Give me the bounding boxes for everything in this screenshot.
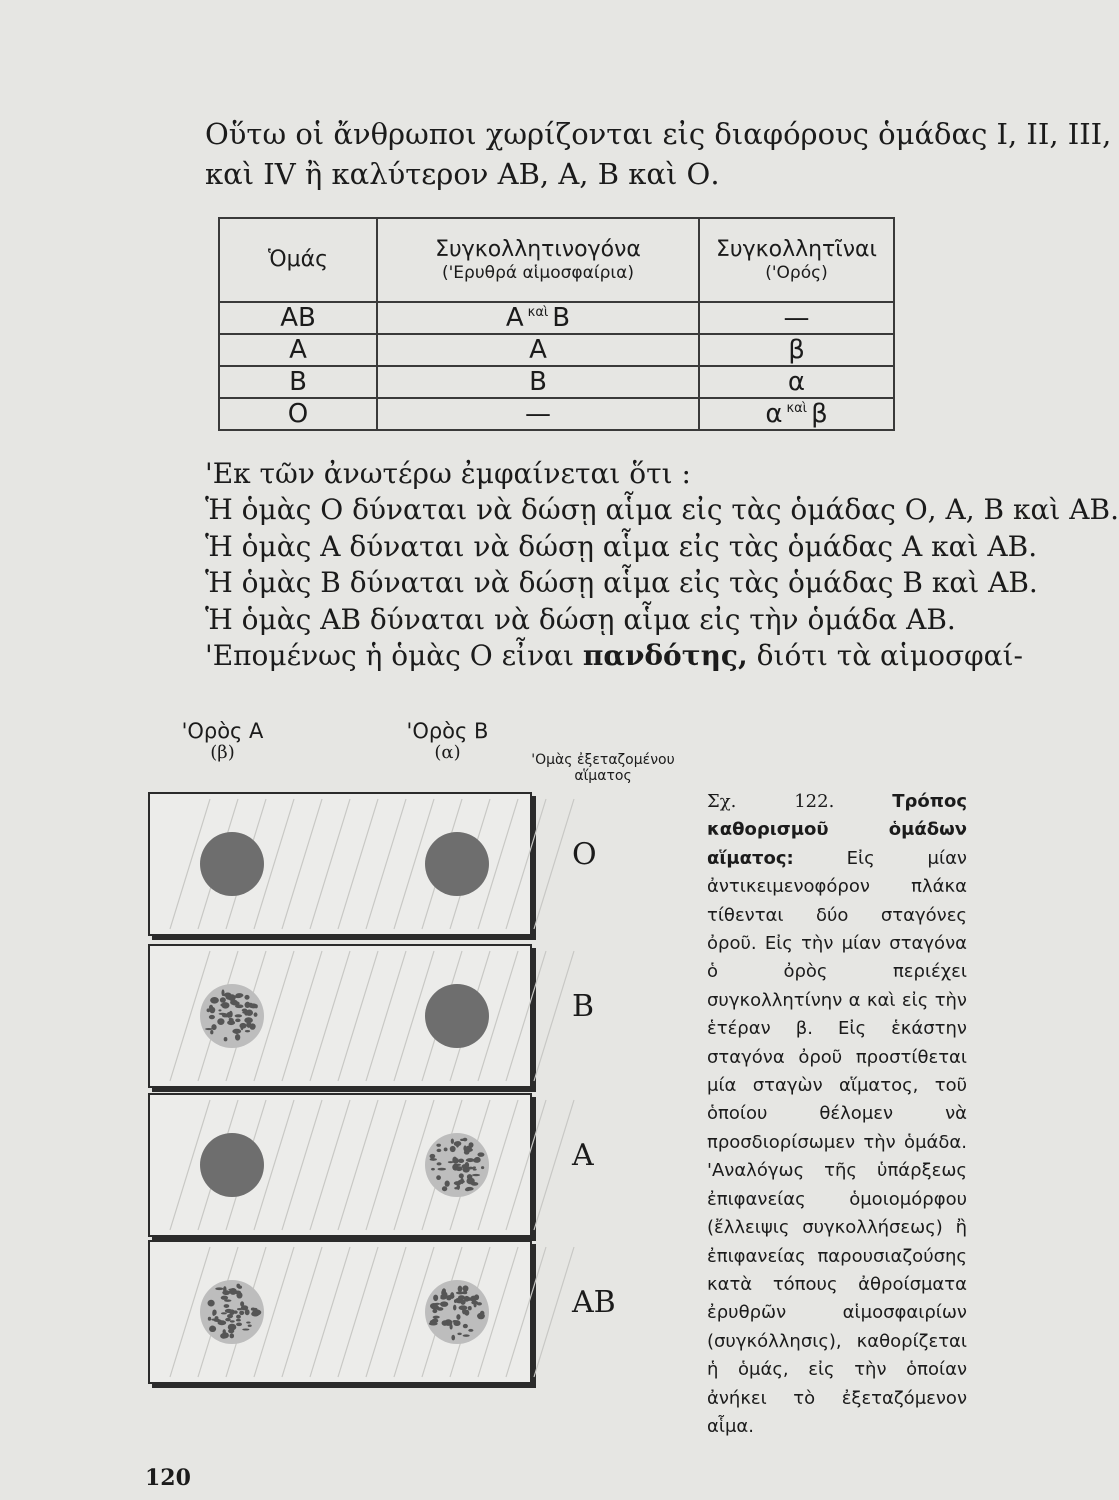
agglutination-clump: [244, 1017, 253, 1023]
agglutination-clump: [236, 1319, 241, 1322]
agglutination-clump: [210, 1030, 213, 1034]
agglutination-clump: [227, 1012, 232, 1018]
cell-agglutinogen: —: [377, 398, 699, 430]
glass-slide: [148, 792, 532, 936]
agglutination-clump: [465, 1146, 472, 1153]
agglutination-clump: [436, 1175, 441, 1180]
agglutination-clump: [245, 1309, 250, 1315]
agglutination-clump: [477, 1152, 484, 1157]
agglutination-clump: [245, 1002, 250, 1008]
agglutination-clump: [462, 1285, 468, 1291]
cell-agglutinogen: Α: [377, 334, 699, 366]
agglutination-clump: [463, 1138, 468, 1142]
agglutination-clump: [454, 1141, 461, 1146]
agglutination-clump: [225, 1318, 230, 1322]
agglutination-clump: [437, 1168, 446, 1171]
agglutination-clump: [479, 1316, 483, 1320]
body-line: Ἡ ὁμὰς Ο δύναται νὰ δώσῃ αἷμα εἰς τὰς ὁμάδας Ο, Α, Β καὶ ΑΒ.: [205, 493, 1119, 527]
agglutination-clump: [437, 1307, 444, 1311]
body-line: Ἡ ὁμὰς Α δύναται νὰ δώσῃ αἷμα εἰς τὰς ὁμάδας Α καὶ ΑΒ.: [205, 529, 1038, 563]
agglutination-clump: [224, 1037, 228, 1041]
agglutination-clump: [454, 1181, 462, 1185]
agglutination-clump: [212, 1309, 216, 1315]
agglutination-clump: [430, 1158, 433, 1160]
agglutination-clump: [442, 1320, 449, 1326]
agglutination-clump: [456, 1166, 463, 1171]
table-row: [219, 334, 894, 366]
agglutination-clump: [239, 1311, 244, 1316]
agglutination-clump: [445, 1180, 450, 1186]
agglutination-clump: [232, 1001, 239, 1005]
body-line: 'Επομένως ἡ ὁμὰς Ο εἶναι πανδότης, διότι τὰ αἱμοσφαί-: [205, 639, 1024, 673]
agglutination-clump: [221, 1312, 227, 1314]
agglutination-clump: [472, 1174, 480, 1176]
agglutination-clump: [246, 1321, 250, 1323]
agglutination-clump: [235, 993, 243, 997]
body-line: Ἡ ὁμὰς Β δύναται νὰ δώσῃ αἷμα εἰς τὰς ὁμάδας Β καὶ ΑΒ.: [205, 566, 1038, 600]
agglutination-clump: [227, 1314, 233, 1318]
agglutination-clump: [225, 1309, 233, 1313]
cell-group: Β: [219, 366, 377, 398]
agglutination-clump: [220, 997, 226, 1002]
agglutination-clump: [220, 1003, 227, 1007]
agglutination-clump: [430, 1303, 438, 1309]
plate-group-label: ΑΒ: [572, 1285, 616, 1320]
agglutination-clump: [433, 1295, 438, 1302]
intro-line-1: Οὕτω οἱ ἄνθρωποι χωρίζονται εἰς διαφόρους ὁμάδας I, II, III,: [205, 117, 1112, 151]
header-agglutinin: Συγκολλητῖναι ('Ορός): [699, 218, 894, 302]
agglutination-clump: [468, 1306, 472, 1310]
agglutination-clump: [450, 1146, 456, 1152]
agglutination-clump: [459, 1305, 468, 1310]
agglutination-clump: [450, 1324, 453, 1330]
label-tested-blood: 'Ομὰς ἐξεταζομένου αἵματος: [531, 752, 675, 784]
table-row: [219, 302, 894, 334]
agglutination-clump: [211, 1326, 215, 1329]
agglutination-clump: [436, 1144, 441, 1147]
header-agglutinogen: Συγκολλητινογόνα ('Ερυθρά αἱμοσφαίρια): [377, 218, 699, 302]
label-serum-b: 'Ορὸς Β (α): [406, 719, 489, 763]
page-number: 120: [145, 1465, 191, 1491]
agglutination-clump: [458, 1286, 463, 1293]
agglutination-clump: [219, 1013, 227, 1015]
body-paragraph: [205, 456, 1119, 674]
body-line: Ἡ ὁμὰς ΑΒ δύναται νὰ δώσῃ αἷμα εἰς τὴν ὁμάδα ΑΒ.: [205, 602, 956, 636]
agglutination-clump: [473, 1158, 480, 1163]
agglutination-clump: [209, 1015, 215, 1019]
agglutination-clump: [205, 1028, 212, 1030]
caption-title: Τρόπος καθορισμοῦ ὁμάδων αἵματος:: [707, 791, 967, 869]
agglutination-clump: [465, 1188, 470, 1191]
agglutination-clump: [465, 1162, 470, 1168]
cell-group: Α: [219, 334, 377, 366]
agglutination-clump: [451, 1139, 454, 1144]
agglutination-clump: [431, 1168, 435, 1171]
agglutination-clump: [246, 1010, 253, 1016]
agglutination-clump: [224, 1304, 230, 1308]
agglutination-clump: [215, 1287, 223, 1290]
agglutination-clump: [463, 1324, 468, 1328]
agglutination-clump: [229, 1018, 232, 1021]
glass-slide: [148, 1240, 532, 1384]
agglutination-clump: [209, 1005, 213, 1010]
agglutination-clump: [454, 1299, 457, 1303]
plate-group-label: Α: [572, 1138, 594, 1173]
agglutination-clump: [245, 1030, 250, 1032]
agglutination-clump: [235, 1014, 242, 1017]
agglutination-clump: [248, 1325, 252, 1327]
agglutination-clump: [432, 1309, 437, 1313]
agglutination-clump: [440, 1301, 448, 1307]
agglutination-clump: [230, 1320, 235, 1322]
agglutination-clump: [464, 1297, 471, 1300]
agglutination-clump: [239, 1023, 246, 1029]
agglutination-clump: [251, 1311, 259, 1316]
agglutination-clump: [224, 992, 231, 997]
agglutination-clump: [459, 1173, 464, 1178]
agglutination-clump: [221, 989, 224, 996]
cell-agglutinogen: Β: [377, 366, 699, 398]
agglutination-clump: [463, 1334, 470, 1337]
agglutination-clump: [208, 1300, 215, 1307]
cell-agglutinin: —: [699, 302, 894, 334]
agglutination-clump: [242, 1328, 249, 1330]
glass-slide: [148, 944, 532, 1088]
agglutination-clump: [453, 1158, 459, 1164]
agglutination-clump: [442, 1186, 447, 1191]
agglutination-clump: [224, 1299, 231, 1302]
agglutination-clump: [235, 1019, 240, 1023]
agglutination-clump: [235, 1034, 240, 1041]
agglutination-clump: [477, 1302, 482, 1305]
agglutination-clump: [454, 1187, 458, 1189]
cell-agglutinin: α: [699, 366, 894, 398]
plate-group-label: Β: [572, 989, 595, 1024]
agglutination-clump: [474, 1294, 479, 1300]
cell-agglutinin: α $^{\kappa\alpha ὶ}$ β: [699, 398, 894, 430]
agglutination-clump: [254, 1012, 258, 1017]
intro-paragraph: [205, 114, 1112, 194]
agglutination-clump: [456, 1314, 460, 1320]
caption-text: Εἰς μίαν ἀντικειμενοφόρον πλάκα τίθενται δύο σταγόνες ὀροῦ. Εἰς τὴν μίαν σταγόνα ὁ ὀρὸς περιέχει συγκολλητίνην α καὶ εἰς τὴν ἑτέραν β. Εἰς ἑκάστην σταγόνα ὀροῦ προστίθεται μία σταγὼν αἵματος, τοῦ ὁποίου θέλομεν νὰ προσδιορίσωμεν τὴν ὁμάδα. 'Αναλόγως τῆς ὑπάρξεως ἐπιφανείας ὁμοιομόρφου (ἔλλειψις συγκολλήσεως) ἢ ἐπιφανείας παρουσιαζούσης κατὰ τόπους ἀθροίσματα ἐρυθρῶν αἱμοσφαιρίων (συγκόλλησις), καθορίζεται ἡ ὁμάς, εἰς τὴν ὁποίαν ἀνήκει τὸ ἐξεταζόμενον αἷμα.: [707, 847, 967, 1437]
agglutination-clump: [249, 1023, 255, 1029]
agglutination-clump: [221, 1332, 229, 1338]
uniform-drop: [425, 984, 489, 1048]
agglutination-clump: [235, 1031, 238, 1034]
header-group: Ὁμάς: [219, 218, 377, 302]
body-line: 'Εκ τῶν ἀνωτέρω ἐμφαίνεται ὅτι :: [205, 457, 691, 490]
agglutination-clump: [453, 1320, 458, 1323]
agglutination-clump: [474, 1302, 477, 1307]
agglutination-clump: [467, 1174, 473, 1180]
uniform-drop: [200, 832, 264, 896]
agglutination-clump: [221, 1296, 228, 1300]
agglutination-clump: [455, 1164, 461, 1166]
agglutination-clump: [214, 1319, 222, 1322]
figure-number: Σχ. 122.: [707, 791, 835, 812]
agglutination-clump: [433, 1316, 440, 1319]
agglutination-clump: [464, 1310, 469, 1316]
agglutination-clump: [444, 1147, 448, 1151]
agglutination-clump: [254, 1004, 257, 1008]
plate-group-label: Ο: [572, 837, 597, 872]
agglutination-clump: [437, 1162, 442, 1165]
agglutination-clump: [453, 1305, 456, 1311]
table-row: [219, 366, 894, 398]
agglutination-clump: [236, 1315, 241, 1319]
agglutination-clump: [236, 1284, 240, 1288]
agglutination-clump: [234, 1310, 237, 1313]
agglutination-clump: [437, 1149, 442, 1152]
agglutination-clump: [460, 1299, 465, 1304]
agglutination-clump: [473, 1168, 477, 1170]
cell-group: ΑΒ: [219, 302, 377, 334]
agglutination-clump: [481, 1166, 484, 1169]
figure-caption: [707, 788, 967, 1441]
agglutination-clump: [228, 1289, 235, 1291]
cell-group: Ο: [219, 398, 377, 430]
table-row: [219, 398, 894, 430]
uniform-drop: [200, 1133, 264, 1197]
cell-agglutinin: β: [699, 334, 894, 366]
blood-group-table: [218, 217, 895, 431]
cell-agglutinogen: Α $^{\kappa\alpha ὶ}$ Β: [377, 302, 699, 334]
agglutination-clump: [210, 997, 219, 1004]
agglutination-clump: [222, 1290, 230, 1295]
agglutination-clump: [457, 1333, 461, 1335]
glass-slide: [148, 1093, 532, 1237]
agglutination-clump: [244, 995, 249, 1000]
agglutination-clump: [240, 1301, 244, 1306]
agglutination-clump: [451, 1335, 455, 1341]
intro-line-2: καὶ IV ἢ καλύτερον ΑΒ, Α, Β καὶ Ο.: [205, 157, 720, 191]
agglutination-clump: [253, 1308, 257, 1312]
agglutination-clump: [208, 1317, 211, 1321]
agglutination-clump: [230, 1324, 234, 1327]
agglutination-clump: [230, 1333, 235, 1338]
agglutination-clump: [215, 1316, 219, 1320]
agglutination-clump: [217, 1018, 224, 1025]
agglutination-clump: [218, 1009, 221, 1011]
agglutination-clump: [473, 1166, 476, 1168]
agglutination-clump: [443, 1292, 447, 1298]
agglutination-clump: [429, 1322, 438, 1325]
agglutination-clump: [468, 1329, 473, 1332]
agglutination-clump: [236, 1322, 242, 1326]
label-serum-a: 'Ορὸς Α (β): [181, 719, 264, 763]
agglutination-clump: [458, 1159, 464, 1163]
uniform-drop: [425, 832, 489, 896]
emphasis-word: πανδότης,: [582, 639, 748, 673]
